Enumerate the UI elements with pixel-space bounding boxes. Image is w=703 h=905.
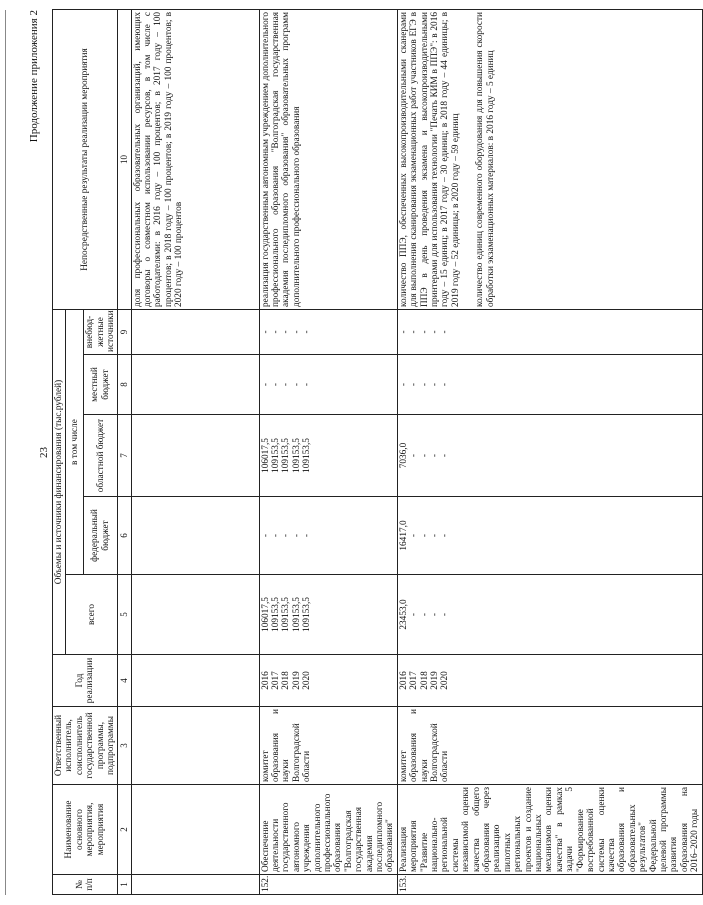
row-offbudget xyxy=(131,309,259,354)
header-federal: федеральный бюджет xyxy=(84,497,118,575)
row-total xyxy=(131,575,259,655)
col-index: 8 xyxy=(118,355,131,415)
regional-value: 7036,0 xyxy=(398,442,409,469)
row-regional xyxy=(131,415,259,497)
total-value: 109153,5 xyxy=(302,597,313,632)
results-text: количество ППЭ, обеспеченных высокопроизводительными сканерами для выполнения сканирования экзаменационных работ участников ЕГЭ в ППЭ в день проведения экзамена и высокопроизводительными принтерами для использования технологии "Печать КИМ в ППЭ": в 2016 году – 15 единиц; в 2017 году – 30 единиц; в 2018 году – 44 единицы; в 2019 году – 52 единицы; в 2020 году – 59 единиц xyxy=(398,11,461,307)
offbudget-value: - xyxy=(281,330,292,334)
federal-value: - xyxy=(270,533,281,538)
regional-value: 109153,5 xyxy=(291,438,302,473)
header-funding: Объемы и источники финансирования (тыс.рублей) xyxy=(53,309,66,654)
federal-value: - xyxy=(429,533,440,538)
local-value: - xyxy=(398,382,409,387)
row-regional xyxy=(397,415,702,497)
year-value: 2016 xyxy=(398,671,409,690)
local-value: - xyxy=(440,382,451,387)
results-extra-text: количество единиц современного оборудования для повышения скорости обработки экзаменационных материалов: в 2016 году – 5 единиц xyxy=(475,11,496,307)
row-name: Обеспечение деятельности государственного автономного учреждения дополнительного профессионального образования "Волгоградская государственная академия последипломного образования" xyxy=(259,785,397,875)
federal-value: - xyxy=(409,533,420,538)
total-value: - xyxy=(440,612,451,617)
header-num: № п/п xyxy=(53,875,118,895)
row-local xyxy=(397,355,702,415)
federal-value: - xyxy=(291,533,302,538)
year-value: 2017 xyxy=(409,671,420,690)
page-top-rule xyxy=(5,10,6,895)
total-value: 109153,5 xyxy=(270,597,281,632)
row-total xyxy=(397,575,702,655)
year-value: 2019 xyxy=(429,671,440,690)
total-value: - xyxy=(429,612,440,617)
column-index-row xyxy=(118,9,131,894)
header-local: местный бюджет xyxy=(84,355,118,415)
total-value: 109153,5 xyxy=(281,597,292,632)
offbudget-value: - xyxy=(409,330,420,334)
row-executor xyxy=(131,707,259,785)
row-offbudget xyxy=(259,309,397,354)
regional-value: 109153,5 xyxy=(281,438,292,473)
regional-value: 109153,5 xyxy=(302,438,313,473)
row-executor: комитет образования и науки Волгоградской области xyxy=(397,707,702,785)
row-num: 153. xyxy=(397,875,702,895)
col-index: 7 xyxy=(118,415,131,497)
year-value: 2020 xyxy=(440,671,451,690)
table-row xyxy=(131,9,259,894)
row-num xyxy=(131,875,259,895)
local-value: - xyxy=(429,382,440,387)
year-value: 2016 xyxy=(260,671,271,690)
federal-value: - xyxy=(281,533,292,538)
offbudget-value: - xyxy=(302,330,313,334)
header-year: Год реализации xyxy=(53,655,118,707)
total-value: 106017,5 xyxy=(260,597,271,632)
offbudget-value: - xyxy=(291,330,302,334)
row-total xyxy=(259,575,397,655)
col-index: 9 xyxy=(118,309,131,354)
regional-value: - xyxy=(409,453,420,458)
total-value: 109153,5 xyxy=(291,597,302,632)
table-row xyxy=(397,9,702,894)
regional-value: - xyxy=(429,453,440,458)
row-results xyxy=(397,9,702,309)
row-offbudget xyxy=(397,309,702,354)
row-results: реализация государственным автономным учреждением дополнительного профессионального образования "Волгоградская государственная академия последипломного образования" образовательных программ дополнительного профессионального образования xyxy=(259,9,397,309)
col-index: 10 xyxy=(118,9,131,309)
offbudget-value: - xyxy=(419,330,430,334)
offbudget-value: - xyxy=(398,330,409,334)
federal-value: 16417,0 xyxy=(398,520,409,551)
total-value: - xyxy=(409,612,420,617)
row-name: Реализация мероприятия "Развитие национально-региональной системы независимой оценки качества общего образования через реализацию пилотных региональных проектов и создание национальных механизмов оценки качества" в рамках задачи 5 "Формирование востребованной системы оценки качества образования и образовательных результатов" Федеральной целевой программы развития образования на 2016–2020 годы xyxy=(397,785,702,875)
federal-value: - xyxy=(440,533,451,538)
page-number: 23 xyxy=(38,447,50,458)
local-value: - xyxy=(270,382,281,387)
regional-value: 106017,5 xyxy=(260,438,271,473)
col-index: 1 xyxy=(118,875,131,895)
offbudget-value: - xyxy=(260,330,271,334)
year-value: 2020 xyxy=(302,671,313,690)
header-regional: областной бюджет xyxy=(84,415,118,497)
offbudget-value: - xyxy=(429,330,440,334)
col-index: 2 xyxy=(118,785,131,875)
header-results: Непосредственные результаты реализации мероприятия xyxy=(53,9,118,309)
total-value: - xyxy=(419,612,430,617)
col-index: 6 xyxy=(118,497,131,575)
year-value: 2019 xyxy=(291,671,302,690)
header-offbudget: внебюд-жетные источники xyxy=(84,309,118,354)
federal-value: - xyxy=(419,533,430,538)
row-years xyxy=(131,655,259,707)
local-value: - xyxy=(281,382,292,387)
row-federal xyxy=(259,497,397,575)
row-years xyxy=(259,655,397,707)
year-value: 2018 xyxy=(281,671,292,690)
regional-value: - xyxy=(440,453,451,458)
local-value: - xyxy=(260,382,271,387)
regional-value: - xyxy=(419,453,430,458)
header-name: Наименование основного мероприятия, мероприятия xyxy=(53,785,118,875)
header-incl: в том числе xyxy=(66,309,84,574)
total-value: 23453,0 xyxy=(398,599,409,630)
col-index: 4 xyxy=(118,655,131,707)
header-row-1 xyxy=(53,9,66,894)
offbudget-value: - xyxy=(270,330,281,334)
continuation-label: Продолжение приложения 2 xyxy=(28,10,40,143)
local-value: - xyxy=(419,382,430,387)
table-row xyxy=(259,9,397,894)
regional-value: 109153,5 xyxy=(270,438,281,473)
row-federal xyxy=(397,497,702,575)
offbudget-value: - xyxy=(440,330,451,334)
row-local xyxy=(259,355,397,415)
row-executor: комитет образования и науки Волгоградской области xyxy=(259,707,397,785)
header-total: всего xyxy=(66,575,118,655)
col-index: 5 xyxy=(118,575,131,655)
federal-value: - xyxy=(302,533,313,538)
row-name xyxy=(131,785,259,875)
row-years xyxy=(397,655,702,707)
col-index: 3 xyxy=(118,707,131,785)
row-results: доля профессиональных образовательных организаций, имеющих договоры о совместном использовании ресурсов, в том числе с работодателями: в 2016 году – 100 процентов; в 2017 году – 100 процентов; в 2018 году – 100 процентов; в 2019 году – 100 процентов; в 2020 году – 100 процентов xyxy=(131,9,259,309)
local-value: - xyxy=(291,382,302,387)
header-executor: Ответственный исполнитель, соисполнитель государственной программы, подпрограммы xyxy=(53,707,118,785)
local-value: - xyxy=(302,382,313,387)
row-local xyxy=(131,355,259,415)
program-table xyxy=(52,9,703,895)
local-value: - xyxy=(409,382,420,387)
year-value: 2017 xyxy=(270,671,281,690)
row-regional xyxy=(259,415,397,497)
year-value: 2018 xyxy=(419,671,430,690)
row-num: 152. xyxy=(259,875,397,895)
row-federal xyxy=(131,497,259,575)
federal-value: - xyxy=(260,533,271,538)
